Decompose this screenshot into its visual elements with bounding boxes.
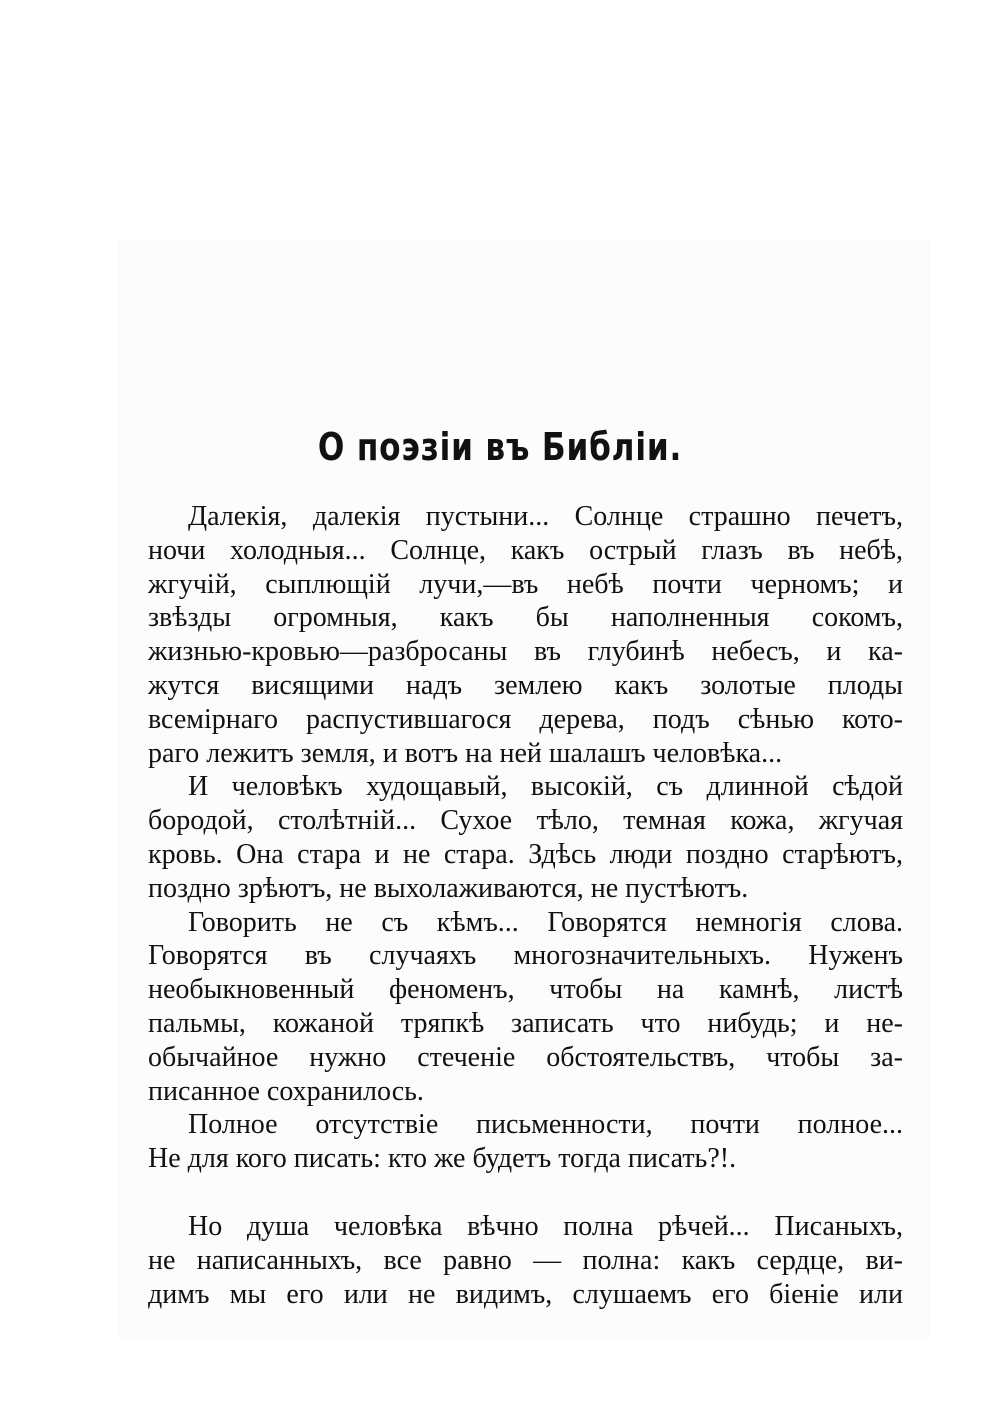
text-line: жутся висящими надъ землею какъ золотые плоды [148, 669, 903, 701]
text-line: И человѣкъ худощавый, высокій, съ длинной сѣдой [188, 771, 903, 803]
paragraph [148, 906, 903, 1109]
text-line: раго лежитъ земля, и вотъ на ней шалашъ человѣка... [148, 737, 783, 769]
text-line: ночи холодныя... Солнце, какъ острый глазъ въ небѣ, [148, 534, 903, 566]
text-line: всемірнаго распустившагося дерева, подъ сѣнью кото- [148, 703, 903, 735]
text-line: писанное сохранилось. [148, 1075, 424, 1107]
text-line: пальмы, кожаной тряпкѣ записать что нибудь; и не- [148, 1007, 903, 1039]
text-line: необыкновенный феноменъ, чтобы на камнѣ, листѣ [148, 974, 903, 1006]
text-line: кровь. Она стара и не стара. Здѣсь люди поздно старѣютъ, [148, 838, 903, 870]
text-line: поздно зрѣютъ, не выхолаживаются, не пустѣютъ. [148, 872, 749, 904]
paragraph [148, 500, 903, 770]
paragraph [148, 1210, 903, 1311]
page-title: О поэзіи въ Библіи. [317, 425, 683, 469]
paragraph [148, 1108, 903, 1176]
text-line: Не для кого писать: кто же будетъ тогда писать?!. [148, 1143, 737, 1175]
text-line: обычайное нужно стеченіе обстоятельствъ, чтобы за- [148, 1041, 903, 1073]
text-line: бородой, столѣтній... Сухое тѣло, темная кожа, жгучая [148, 805, 903, 837]
paragraph-gap [148, 1176, 903, 1210]
text-line: Но душа человѣка вѣчно полна рѣчей... Писаныхъ, [188, 1210, 903, 1242]
text-line: димъ мы его или не видимъ, слушаемъ его біеніе или [148, 1278, 903, 1310]
text-line: Далекія, далекія пустыни... Солнце страшно печетъ, [188, 501, 903, 532]
text-line: звѣзды огромныя, какъ бы наполненныя сокомъ, [148, 602, 903, 634]
text-line: не написанныхъ, все равно — полна: какъ сердце, ви- [148, 1244, 903, 1276]
text-line: Полное отсутствіе письменности, почти полное... [188, 1109, 903, 1141]
text-line: жгучій, сыплющій лучи,—въ небѣ почти черномъ; и [148, 568, 903, 600]
paragraph [148, 770, 903, 905]
text-line: Говорятся въ случаяхъ многозначительныхъ. Нуженъ [148, 940, 903, 972]
text-line: жизнью-кровью—разбросаны въ глубинѣ небесъ, и ка- [148, 636, 903, 668]
text-line: Говорить не съ кѣмъ... Говорятся немногія слова. [188, 906, 903, 938]
document-body [148, 500, 903, 1311]
